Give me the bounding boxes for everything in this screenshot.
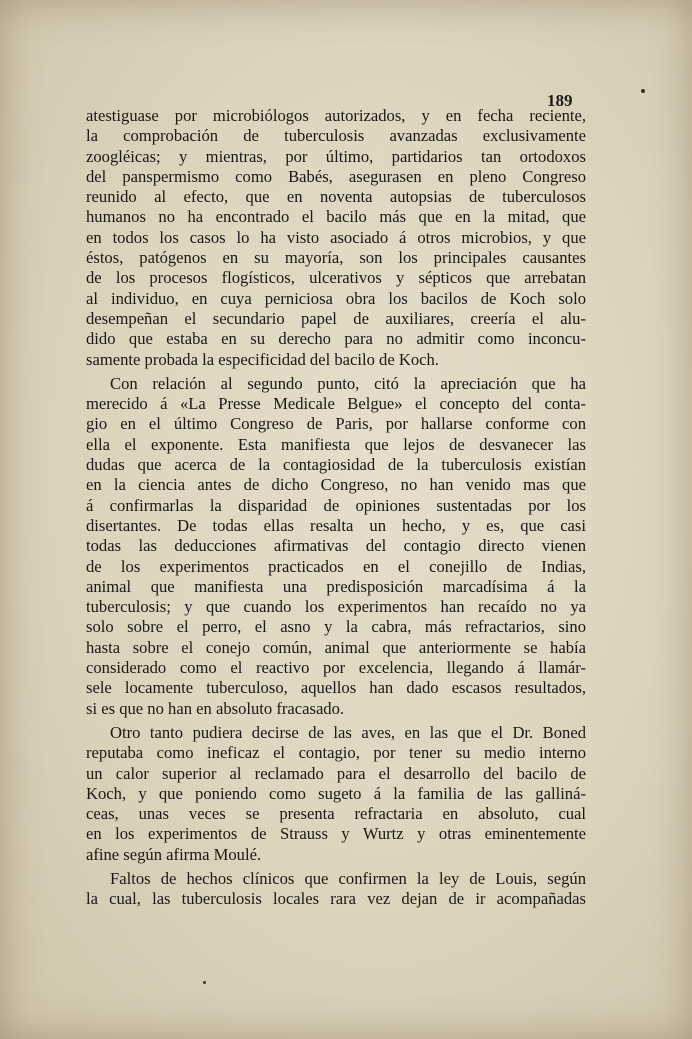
text-line: de los procesos flogísticos, ulcerativos y sépticos que arrebatan [86, 268, 586, 288]
paragraph [86, 374, 586, 719]
text-line: de los experimentos practicados en el conejillo de Indias, [86, 556, 586, 576]
text-line: atestiguase por microbiólogos autorizados, y en fecha reciente, [86, 106, 586, 125]
text-line: en la ciencia antes de dicho Congreso, no han venido mas que [86, 475, 586, 495]
text-line: Con relación al segundo punto, citó la apreciación que ha [110, 373, 586, 393]
text-line: desempeñan el secundario papel de auxiliares, creería el alu- [86, 308, 586, 328]
text-line: dido que estaba en su derecho para no admitir como inconcu- [86, 329, 586, 349]
text-line: Faltos de hechos clínicos que confirmen la ley de Louis, según [110, 868, 586, 888]
page-speck [641, 89, 645, 93]
text-line: reputaba como ineficaz el contagio, por tener su medio interno [86, 743, 586, 763]
text-line: gio en el último Congreso de Paris, por hallarse conforme con [86, 414, 586, 434]
text-line: considerado como el reactivo por excelencia, llegando á llamár- [86, 658, 586, 678]
text-line: reunido al efecto, que en noventa autopsias de tuberculosos [86, 187, 586, 207]
text-line: afine según afirma Moulé. [86, 844, 262, 864]
text-line: á confirmarlas la disparidad de opiniones sustentadas por los [86, 495, 586, 515]
page-number: 189 [547, 91, 573, 110]
text-line: en todos los casos lo ha visto asociado á otros microbios, y que [86, 227, 586, 247]
text-line: humanos no ha encontrado el bacilo más que en la mitad, que [86, 207, 586, 227]
text-line: zoogléicas; y mientras, por último, partidarios tan ortodoxos [86, 146, 586, 166]
paragraph [86, 723, 586, 865]
text-line: Otro tanto pudiera decirse de las aves, en las que el Dr. Boned [110, 722, 586, 742]
text-line: la comprobación de tuberculosis avanzadas exclusivamente [86, 126, 586, 146]
text-line: al individuo, en cuya perniciosa obra los bacilos de Koch solo [86, 288, 586, 308]
text-line: disertantes. De todas ellas resalta un hecho, y es, que casi [86, 515, 586, 535]
text-line: si es que no han en absoluto fracasado. [86, 698, 345, 718]
text-line: dudas que acerca de la contagiosidad de la tuberculosis existían [86, 455, 586, 475]
text-line: ella el exponente. Esta manifiesta que lejos de desvanecer las [86, 434, 586, 454]
text-line: éstos, patógenos en su mayoría, son los principales causantes [86, 248, 586, 268]
text-line: sele locamente tuberculoso, aquellos han dado escasos resultados, [86, 678, 586, 698]
text-line: ceas, unas veces se presenta refractaria en absoluto, cual [86, 804, 586, 824]
paragraph [86, 106, 586, 370]
text-line: del panspermismo como Babés, asegurasen en pleno Congreso [86, 166, 586, 186]
text-line: tuberculosis; y que cuando los experimentos han recaído no ya [86, 597, 586, 617]
text-line: samente probada la especificidad del bacilo de Koch. [86, 349, 439, 369]
text-line: todas las deducciones afirmativas del contagio directo vienen [86, 536, 586, 556]
text-line: Koch, y que poniendo como sugeto á la familia de las galliná- [86, 783, 586, 803]
paragraph [86, 869, 586, 910]
text-line: animal que manifiesta una predisposición marcadísima á la [86, 576, 586, 596]
text-line: merecido á «La Presse Medicale Belgue» el concepto del conta- [86, 394, 586, 414]
page-speck [203, 981, 206, 984]
body-text [86, 106, 586, 910]
text-line: la cual, las tuberculosis locales rara vez dejan de ir acompañadas [86, 889, 586, 909]
text-line: hasta sobre el conejo común, animal que anteriormente se había [86, 637, 586, 657]
text-line: un calor superior al reclamado para el desarrollo del bacilo de [86, 763, 586, 783]
text-line: en los experimentos de Strauss y Wurtz y otras eminentemente [86, 824, 586, 844]
text-line: solo sobre el perro, el asno y la cabra, más refractarios, sino [86, 617, 586, 637]
